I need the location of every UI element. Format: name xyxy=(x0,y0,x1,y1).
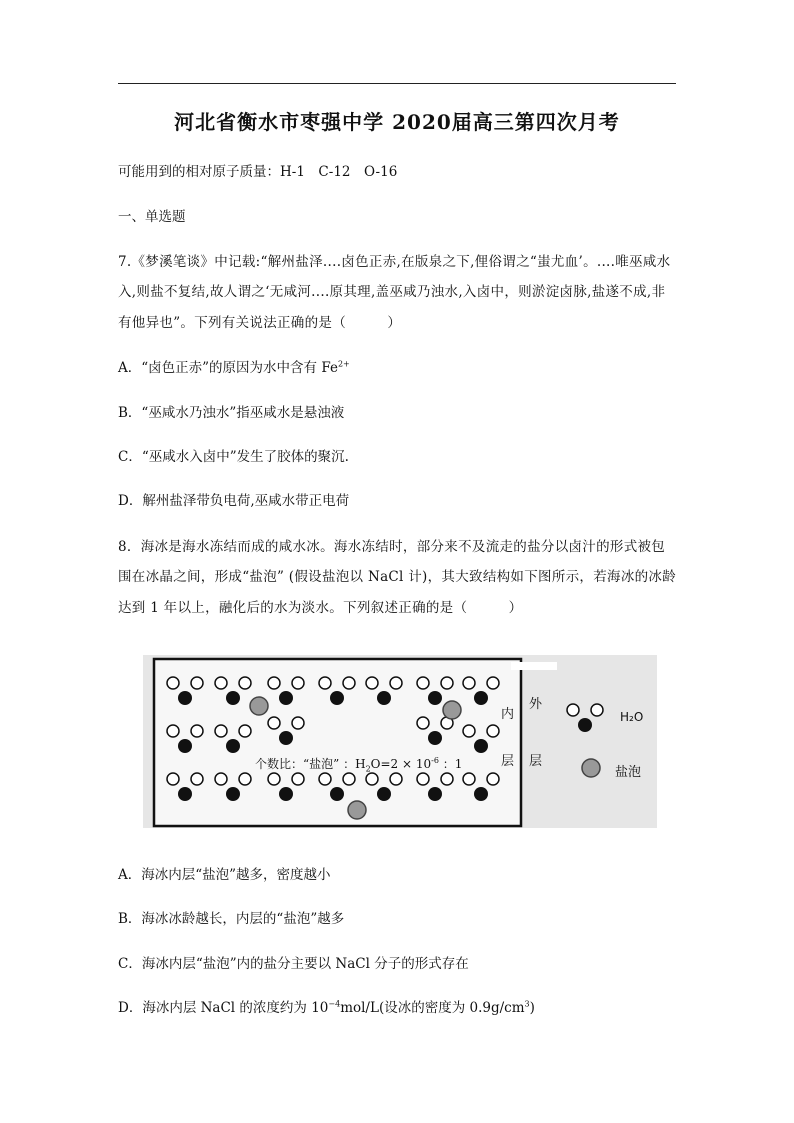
header-rule xyxy=(118,83,676,84)
inner-label-1: 内 xyxy=(501,707,515,722)
q7-option-a xyxy=(118,356,350,376)
q8-option-b: B．海冰冰龄越长，内层的“盐泡”越多 xyxy=(118,911,345,927)
ratio-mid: O=2 × 10 xyxy=(370,757,432,771)
crop-artifact xyxy=(511,662,557,670)
q7-option-a-sup: 2+ xyxy=(337,359,350,369)
q8-option-a: A．海冰内层“盐泡”越多，密度越小 xyxy=(118,867,331,883)
q8-stem-line2: 围在冰晶之间，形成“盐泡” (假设盐泡以 NaCl 计)，其大致结构如下图所示，若海冰的冰龄 xyxy=(118,569,677,585)
legend-salt-bubble xyxy=(582,759,600,777)
q8-option-d-sup2: 3 xyxy=(524,999,530,1009)
ratio-prefix: 个数比：“盐泡” ：H xyxy=(255,757,366,771)
ratio-annotation xyxy=(255,755,462,773)
q8-option-d-text: D．海冰内层 NaCl 的浓度约为 10 xyxy=(118,1000,329,1016)
q8-option-d-mid: mol/L(设冰的密度为 0.9g/cm xyxy=(340,1000,525,1016)
ratio-suffix: ：1 xyxy=(438,757,463,771)
q8-stem-line3: 达到 1 年以上，融化后的水为淡水。下列叙述正确的是（ ） xyxy=(118,600,523,616)
q8-stem-line1: 8．海冰是海水冻结而成的咸水冰。海水冻结时，部分来不及流走的盐分以卤汁的形式被包 xyxy=(118,539,666,555)
atomic-mass-note: 可能用到的相对原子质量：H-1 C-12 O-16 xyxy=(118,164,398,180)
salt-bubble xyxy=(443,701,461,719)
q8-option-d-sup1: −4 xyxy=(328,999,341,1009)
q7-stem-line3: 有他异也”。下列有关说法正确的是（ ） xyxy=(118,315,402,331)
legend-h2o-molecule xyxy=(567,704,603,732)
legend-salt-label: 盐泡 xyxy=(615,765,642,780)
sea-ice-structure-figure xyxy=(143,655,657,828)
outer-label-2: 层 xyxy=(529,754,543,769)
q8-option-d xyxy=(118,996,535,1016)
inner-label-2: 层 xyxy=(501,754,515,769)
outer-label-1: 外 xyxy=(529,697,543,712)
q8-option-d-end: ) xyxy=(529,1000,535,1016)
q7-stem-line2: 入,则盐不复结,故人谓之‘无咸河....原其理,盖巫咸乃浊水,入卤中，则淤淀卤脉,盐遂不成,非 xyxy=(118,284,666,300)
q7-stem-line1: 7.《梦溪笔谈》中记载:“解州盐泽....卤色正赤,在版泉之下,俚俗谓之“蚩尤血’。....唯巫咸水 xyxy=(118,254,671,270)
ratio-sup: -6 xyxy=(431,756,439,765)
sea-ice-diagram xyxy=(143,655,657,828)
q8-option-c: C．海冰内层“盐泡”内的盐分主要以 NaCl 分子的形式存在 xyxy=(118,956,469,972)
q7-option-c: C．“巫咸水入卤中”发生了胶体的聚沉. xyxy=(118,449,349,465)
q7-option-d: D．解州盐泽带负电荷,巫咸水带正电荷 xyxy=(118,493,350,509)
salt-bubble xyxy=(250,697,268,715)
salt-bubble xyxy=(348,801,366,819)
section-heading: 一、单选题 xyxy=(118,209,186,225)
q7-option-a-text: A．“卤色正赤”的原因为水中含有 Fe xyxy=(118,360,338,376)
ratio-sub: 2 xyxy=(365,764,371,774)
legend-h2o-label: H₂O xyxy=(620,710,644,724)
page-title: 河北省衡水市枣强中学 2020届高三第四次月考 xyxy=(174,110,620,134)
q7-option-b: B．“巫咸水乃浊水”指巫咸水是悬浊液 xyxy=(118,405,345,421)
